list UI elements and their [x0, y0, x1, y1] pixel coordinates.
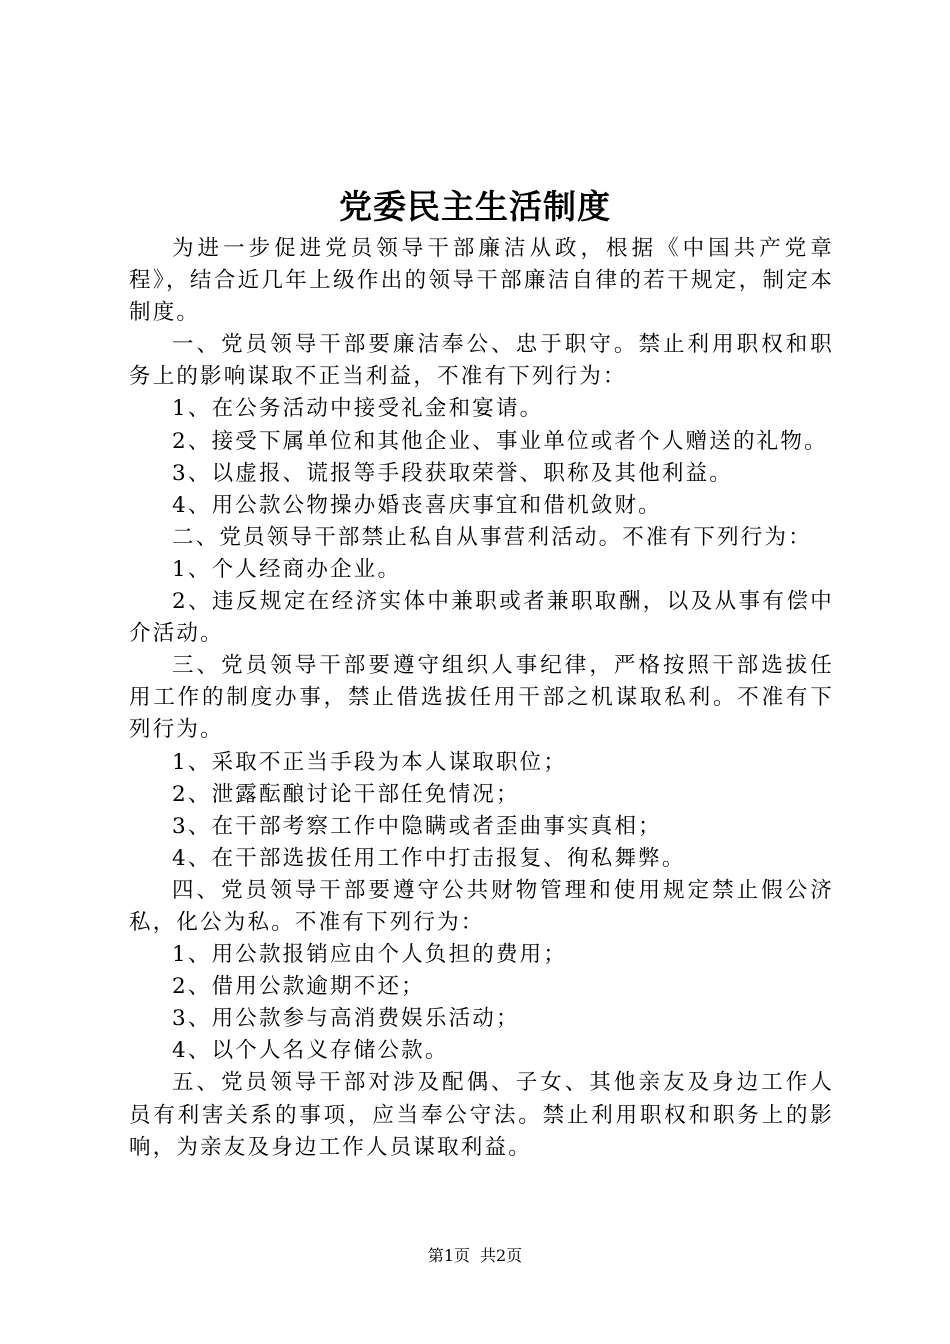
paragraph: 2、泄露酝酿讨论干部任免情况； [172, 781, 520, 807]
paragraph: 4、用公款公物操办婚丧喜庆事宜和借机敛财。 [172, 492, 662, 518]
paragraph: 4、以个人名义存储公款。 [172, 1038, 449, 1064]
paragraph: 为进一步促进党员领导干部廉洁从政，根据《中国共产党章程》，结合近几年上级作出的领导干部廉洁自律的若干规定，制定本制度。 [129, 236, 834, 326]
document-body [129, 233, 834, 1164]
paragraph: 3、在干部考察工作中隐瞒或者歪曲事实真相； [172, 813, 662, 839]
paragraph: 一、党员领导干部要廉洁奉公、忠于职守。禁止利用职权和职务上的影响谋取不正当利益，不准有下列行为： [129, 332, 834, 390]
page-footer [0, 1244, 950, 1268]
paragraph: 1、用公款报销应由个人负担的费用； [172, 942, 568, 968]
document-title: 党委民主生活制度 [339, 187, 611, 226]
paragraph: 五、党员领导干部对涉及配偶、子女、其他亲友及身边工作人员有利害关系的事项，应当奉公守法。禁止利用职权和职务上的影响，为亲友及身边工作人员谋取利益。 [129, 1070, 834, 1160]
paragraph: 4、在干部选拔任用工作中打击报复、徇私舞弊。 [172, 845, 686, 871]
paragraph: 1、采取不正当手段为本人谋取职位； [172, 749, 568, 775]
paragraph: 1、在公务活动中接受礼金和宴请。 [172, 396, 544, 422]
paragraph: 1、个人经商办企业。 [172, 556, 402, 582]
page-number: 第1页 [427, 1246, 470, 1265]
paragraph: 2、违反规定在经济实体中兼职或者兼职取酬，以及从事有偿中介活动。 [129, 589, 834, 647]
paragraph: 2、借用公款逾期不还； [172, 974, 425, 1000]
paragraph: 3、以虚报、谎报等手段获取荣誉、职称及其他利益。 [172, 460, 733, 486]
paragraph: 2、接受下属单位和其他企业、事业单位或者个人赠送的礼物。 [172, 428, 828, 454]
page-total: 共2页 [480, 1246, 523, 1265]
paragraph: 二、党员领导干部禁止私自从事营利活动。不准有下列行为： [172, 524, 812, 550]
paragraph: 四、党员领导干部要遵守公共财物管理和使用规定禁止假公济私，化公为私。不准有下列行为： [129, 877, 834, 935]
paragraph: 3、用公款参与高消费娱乐活动； [172, 1006, 520, 1032]
paragraph: 三、党员领导干部要遵守组织人事纪律，严格按照干部选拔任用工作的制度办事，禁止借选拔任用干部之机谋取私利。不准有下列行为。 [129, 653, 834, 743]
